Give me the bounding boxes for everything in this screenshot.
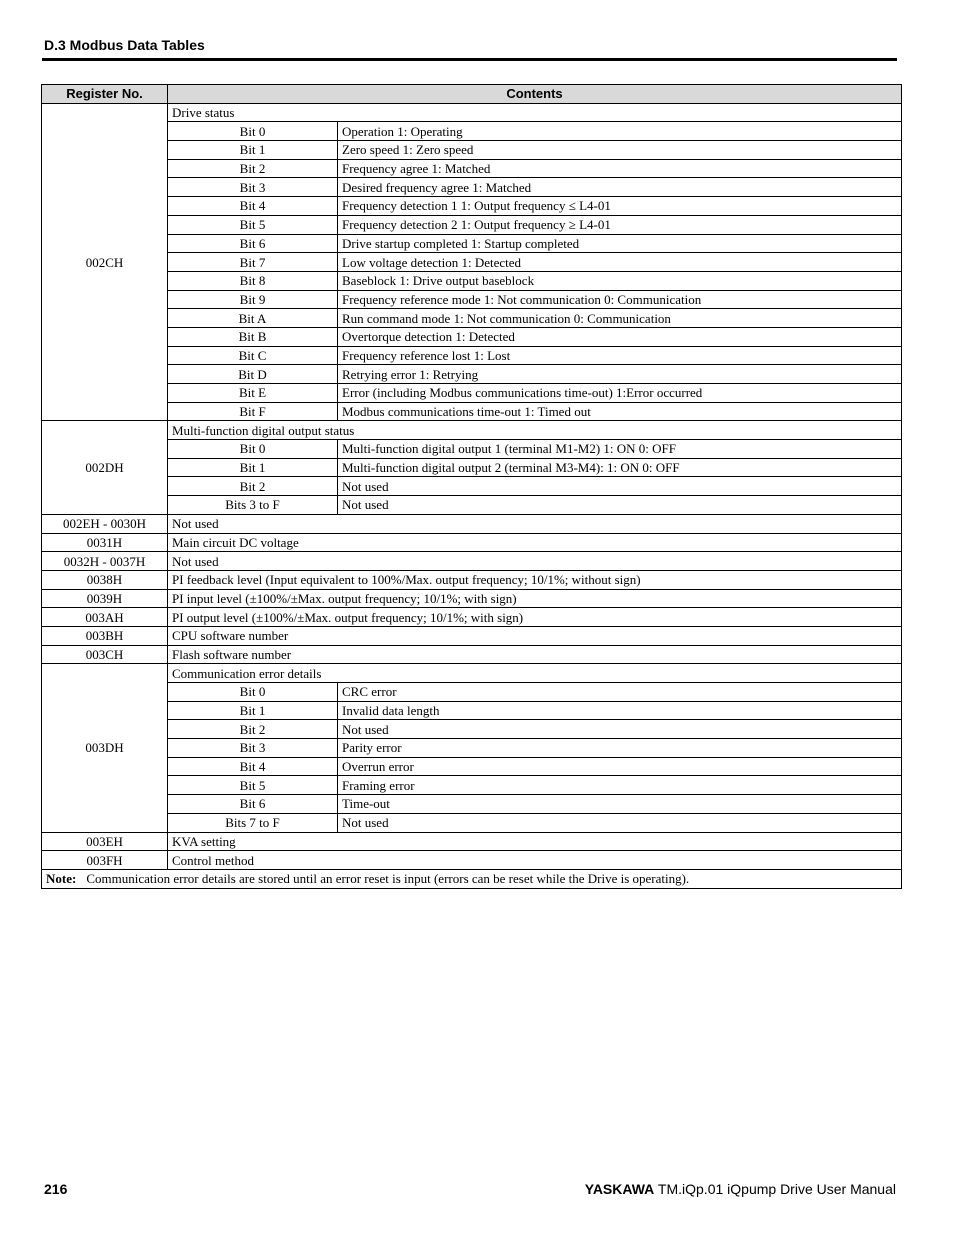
bit-label: Bit 2 — [168, 159, 338, 178]
bit-label: Bit 5 — [168, 215, 338, 234]
bit-row — [42, 477, 902, 496]
bit-description: CRC error — [338, 683, 902, 702]
brand-name: YASKAWA — [584, 1181, 655, 1197]
bit-label: Bit 2 — [168, 477, 338, 496]
bit-description: Low voltage detection 1: Detected — [338, 253, 902, 272]
bit-label: Bit 1 — [168, 701, 338, 720]
bit-description: Invalid data length — [338, 701, 902, 720]
table-row — [42, 645, 902, 664]
bit-description: Overtorque detection 1: Detected — [338, 327, 902, 346]
bit-description: Frequency reference mode 1: Not communication 0: Communication — [338, 290, 902, 309]
register-number: 003BH — [42, 626, 168, 645]
bit-row — [42, 309, 902, 328]
table-row — [42, 589, 902, 608]
note-text: Communication error details are stored until an error reset is input (errors can be reset while the Drive is operating). — [86, 871, 690, 887]
bit-label: Bit C — [168, 346, 338, 365]
bit-row — [42, 440, 902, 459]
bit-row — [42, 458, 902, 477]
bit-description: Framing error — [338, 776, 902, 795]
register-content: Main circuit DC voltage — [168, 533, 902, 552]
bit-description: Parity error — [338, 739, 902, 758]
register-number: 002CH — [42, 103, 168, 421]
bit-description: Not used — [338, 496, 902, 515]
bit-description: Multi-function digital output 1 (terminal M1-M2) 1: ON 0: OFF — [338, 440, 902, 459]
bit-row — [42, 271, 902, 290]
bit-description: Drive startup completed 1: Startup completed — [338, 234, 902, 253]
table-row — [42, 570, 902, 589]
note-row — [42, 869, 902, 888]
page-number: 216 — [44, 1181, 68, 1197]
register-content: KVA setting — [168, 832, 902, 851]
register-number: 0032H - 0037H — [42, 552, 168, 571]
register-content: Control method — [168, 851, 902, 870]
table-row — [42, 421, 902, 440]
bit-label: Bit 3 — [168, 739, 338, 758]
register-content: Not used — [168, 552, 902, 571]
register-content: PI output level (±100%/±Max. output frequency; 10/1%; with sign) — [168, 608, 902, 627]
bit-label: Bit 0 — [168, 122, 338, 141]
bit-description: Desired frequency agree 1: Matched — [338, 178, 902, 197]
bit-row — [42, 365, 902, 384]
bit-label: Bit 9 — [168, 290, 338, 309]
register-number: 003CH — [42, 645, 168, 664]
table-row — [42, 832, 902, 851]
group-title: Multi-function digital output status — [168, 421, 902, 440]
bit-row — [42, 290, 902, 309]
bit-label: Bit A — [168, 309, 338, 328]
bit-row — [42, 253, 902, 272]
bit-label: Bit 4 — [168, 197, 338, 216]
bit-description: Frequency detection 2 1: Output frequency ≥ L4-01 — [338, 215, 902, 234]
bit-description: Time-out — [338, 795, 902, 814]
bit-label: Bit E — [168, 384, 338, 403]
register-number: 0038H — [42, 570, 168, 589]
table-row — [42, 103, 902, 122]
register-content: Not used — [168, 514, 902, 533]
bit-row — [42, 496, 902, 515]
bit-row — [42, 757, 902, 776]
bit-label: Bit 0 — [168, 683, 338, 702]
bit-description: Not used — [338, 477, 902, 496]
register-content: Flash software number — [168, 645, 902, 664]
register-number: 002DH — [42, 421, 168, 514]
bit-description: Baseblock 1: Drive output baseblock — [338, 271, 902, 290]
bit-description: Overrun error — [338, 757, 902, 776]
bit-description: Zero speed 1: Zero speed — [338, 141, 902, 160]
bit-label: Bit 1 — [168, 458, 338, 477]
table-row — [42, 608, 902, 627]
bit-label: Bit D — [168, 365, 338, 384]
bit-row — [42, 739, 902, 758]
header-divider — [42, 58, 897, 61]
table-row — [42, 514, 902, 533]
bit-row — [42, 346, 902, 365]
group-title: Communication error details — [168, 664, 902, 683]
note-cell — [42, 869, 902, 888]
bit-row — [42, 122, 902, 141]
bit-row — [42, 178, 902, 197]
register-column-header: Register No. — [42, 85, 168, 104]
register-number: 003EH — [42, 832, 168, 851]
table-row — [42, 851, 902, 870]
bit-row — [42, 776, 902, 795]
register-number: 003AH — [42, 608, 168, 627]
bit-label: Bit 5 — [168, 776, 338, 795]
bit-label: Bit 3 — [168, 178, 338, 197]
bit-label: Bit 1 — [168, 141, 338, 160]
register-number: 0039H — [42, 589, 168, 608]
manual-name: TM.iQp.01 iQpump Drive User Manual — [654, 1181, 896, 1197]
bit-label: Bit 4 — [168, 757, 338, 776]
bit-description: Multi-function digital output 2 (terminal M3-M4): 1: ON 0: OFF — [338, 458, 902, 477]
bit-row — [42, 813, 902, 832]
register-content: PI input level (±100%/±Max. output frequency; 10/1%; with sign) — [168, 589, 902, 608]
bit-row — [42, 683, 902, 702]
bit-row — [42, 197, 902, 216]
bit-description: Run command mode 1: Not communication 0: Communication — [338, 309, 902, 328]
note-label: Note: — [46, 871, 77, 887]
bit-row — [42, 720, 902, 739]
bit-label: Bit 8 — [168, 271, 338, 290]
bit-description: Frequency agree 1: Matched — [338, 159, 902, 178]
bit-label: Bits 7 to F — [168, 813, 338, 832]
bit-row — [42, 141, 902, 160]
bit-row — [42, 159, 902, 178]
bit-description: Frequency reference lost 1: Lost — [338, 346, 902, 365]
register-number: 0031H — [42, 533, 168, 552]
bit-label: Bits 3 to F — [168, 496, 338, 515]
section-title: D.3 Modbus Data Tables — [44, 37, 205, 53]
bit-row — [42, 795, 902, 814]
table-row — [42, 626, 902, 645]
table-row — [42, 533, 902, 552]
bit-description: Operation 1: Operating — [338, 122, 902, 141]
table-row — [42, 664, 902, 683]
table-row — [42, 552, 902, 571]
modbus-register-table — [41, 84, 902, 889]
bit-label: Bit 6 — [168, 795, 338, 814]
register-content: PI feedback level (Input equivalent to 100%/Max. output frequency; 10/1%; without sign) — [168, 570, 902, 589]
bit-row — [42, 384, 902, 403]
bit-label: Bit B — [168, 327, 338, 346]
register-number: 003FH — [42, 851, 168, 870]
bit-row — [42, 402, 902, 421]
register-number: 002EH - 0030H — [42, 514, 168, 533]
manual-title — [585, 1181, 896, 1197]
bit-row — [42, 701, 902, 720]
bit-row — [42, 215, 902, 234]
bit-label: Bit 6 — [168, 234, 338, 253]
bit-description: Not used — [338, 813, 902, 832]
group-title: Drive status — [168, 103, 902, 122]
table-header-row — [42, 85, 902, 104]
bit-label: Bit 7 — [168, 253, 338, 272]
bit-label: Bit 0 — [168, 440, 338, 459]
bit-row — [42, 234, 902, 253]
bit-description: Error (including Modbus communications time-out) 1:Error occurred — [338, 384, 902, 403]
bit-description: Retrying error 1: Retrying — [338, 365, 902, 384]
register-number: 003DH — [42, 664, 168, 832]
bit-label: Bit 2 — [168, 720, 338, 739]
contents-column-header: Contents — [168, 85, 902, 104]
bit-row — [42, 327, 902, 346]
bit-description: Frequency detection 1 1: Output frequency ≤ L4-01 — [338, 197, 902, 216]
bit-description: Modbus communications time-out 1: Timed out — [338, 402, 902, 421]
bit-description: Not used — [338, 720, 902, 739]
table-body — [42, 103, 902, 888]
bit-label: Bit F — [168, 402, 338, 421]
register-content: CPU software number — [168, 626, 902, 645]
